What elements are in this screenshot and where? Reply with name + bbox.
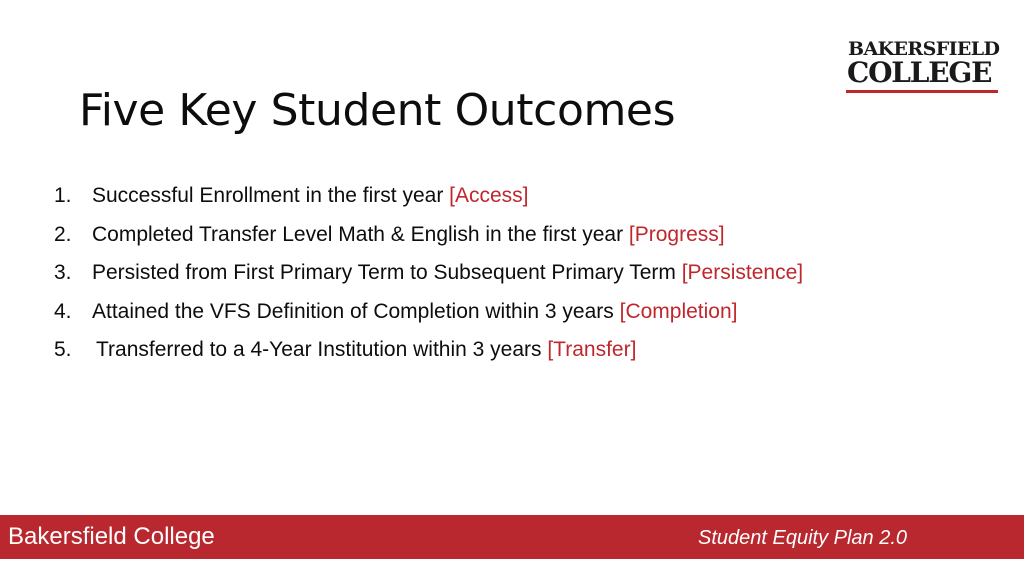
outcome-text: Transferred to a 4-Year Institution within 3 years [96, 338, 548, 361]
logo-line-1: BAKERSFIELD [848, 38, 1000, 60]
outcome-text-group [92, 219, 725, 251]
footer-plan-name: Student Equity Plan 2.0 [698, 527, 908, 549]
outcome-number: 2. [54, 222, 72, 246]
outcome-tag: [Persistence] [681, 261, 804, 284]
outcome-number: 1. [54, 184, 72, 207]
outcome-text-group [92, 296, 738, 328]
logo-underline [846, 90, 998, 93]
outcome-text-group [96, 334, 636, 366]
outcome-tag: [Access] [449, 184, 529, 207]
bakersfield-college-logo [846, 38, 1000, 96]
outcome-number: 3. [54, 261, 72, 284]
outcome-text-group [92, 180, 529, 212]
outcome-text: Successful Enrollment in the first year [92, 184, 450, 207]
outcome-tag: [Completion] [619, 299, 738, 323]
outcome-tag: [Transfer] [547, 338, 637, 361]
slide-title: Five Key Student Outcomes [79, 85, 676, 136]
outcome-number: 5. [54, 338, 72, 361]
outcome-text: Completed Transfer Level Math & English in the first year [92, 222, 629, 246]
footer-institution-name: Bakersfield College [8, 523, 215, 550]
outcome-tag: [Progress] [628, 222, 725, 246]
outcome-text-group [92, 257, 803, 289]
logo-line-2: COLLEGE [847, 56, 992, 89]
outcome-text: Attained the VFS Definition of Completion within 3 years [92, 299, 620, 323]
outcome-number: 4. [54, 299, 72, 323]
footer-bar [0, 515, 1024, 559]
outcome-text: Persisted from First Primary Term to Subsequent Primary Term [92, 261, 682, 284]
